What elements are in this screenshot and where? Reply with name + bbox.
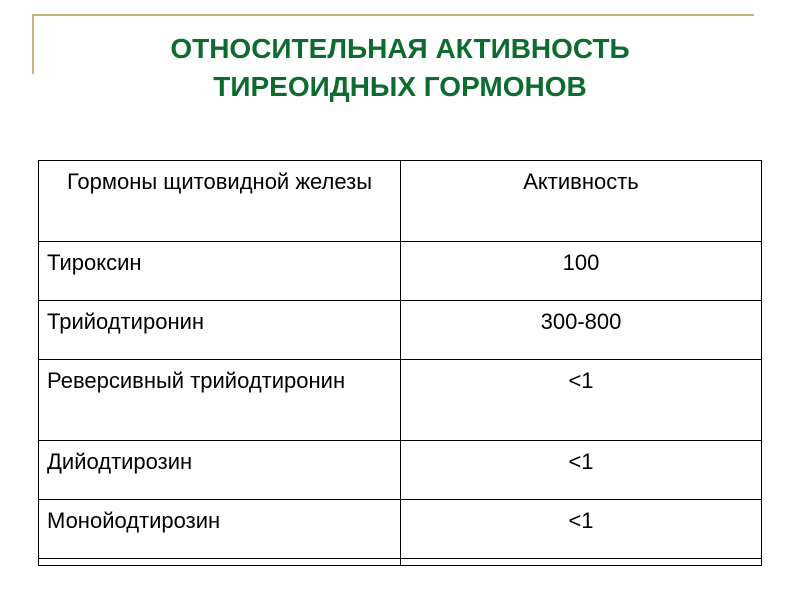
activity-value-cell: <1 [401, 441, 762, 500]
hormone-name-cell: Тироксин [39, 242, 401, 301]
activity-value-cell: 300-800 [401, 301, 762, 360]
hormone-activity-table [38, 160, 762, 566]
empty-cell [39, 559, 401, 566]
table-row [39, 360, 762, 441]
header-hormones: Гормоны щитовидной железы [39, 161, 401, 242]
table-row [39, 301, 762, 360]
slide-title [40, 30, 760, 106]
activity-value-cell: <1 [401, 500, 762, 559]
hormone-name-cell: Реверсивный трийодтиронин [39, 360, 401, 441]
table-empty-row [39, 559, 762, 566]
empty-cell [401, 559, 762, 566]
table-row [39, 441, 762, 500]
hormone-name-cell: Трийодтиронин [39, 301, 401, 360]
table-row [39, 500, 762, 559]
decorative-vertical-line [32, 14, 34, 74]
table-header-row [39, 161, 762, 242]
hormone-name-cell: Дийодтирозин [39, 441, 401, 500]
activity-value-cell: <1 [401, 360, 762, 441]
slide-title-line-1: ОТНОСИТЕЛЬНАЯ АКТИВНОСТЬ [170, 33, 630, 64]
hormone-name-cell: Монойодтирозин [39, 500, 401, 559]
header-activity: Активность [401, 161, 762, 242]
table-row [39, 242, 762, 301]
activity-value-cell: 100 [401, 242, 762, 301]
decorative-horizontal-line [32, 14, 754, 16]
slide-title-line-2: ТИРЕОИДНЫХ ГОРМОНОВ [213, 71, 587, 102]
